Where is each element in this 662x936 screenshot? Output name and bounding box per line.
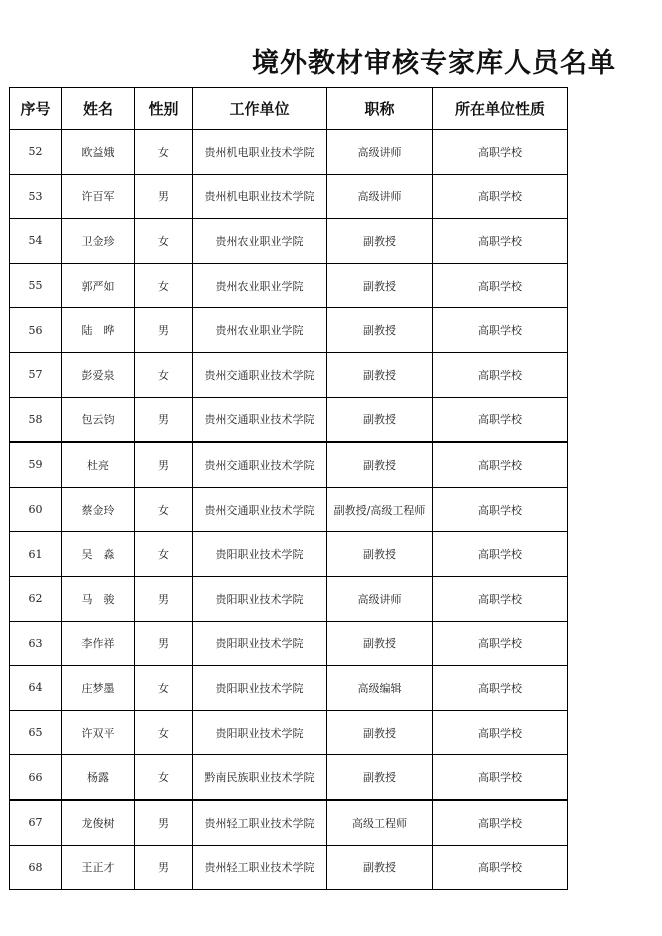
cell-job-title: 副教授 [327,710,433,755]
cell-name: 彭爱泉 [62,352,135,397]
cell-job-title: 副教授 [327,845,433,890]
cell-unit-nature: 高职学校 [433,263,568,308]
cell-work-unit: 贵阳职业技术学院 [193,621,327,666]
cell-gender: 女 [135,263,193,308]
table-row [10,174,568,219]
cell-name: 杜亮 [62,442,135,487]
cell-number: 59 [10,442,62,487]
cell-number: 54 [10,219,62,264]
column-header-job-title: 职称 [327,88,433,130]
cell-number: 52 [10,130,62,175]
cell-gender: 男 [135,576,193,621]
column-header-work-unit: 工作单位 [193,88,327,130]
cell-unit-nature: 高职学校 [433,174,568,219]
cell-job-title: 高级工程师 [327,800,433,845]
column-header-gender: 性别 [135,88,193,130]
cell-work-unit: 贵阳职业技术学院 [193,532,327,577]
cell-unit-nature: 高职学校 [433,576,568,621]
cell-gender: 男 [135,174,193,219]
cell-job-title: 高级讲师 [327,130,433,175]
cell-number: 57 [10,352,62,397]
cell-unit-nature: 高职学校 [433,130,568,175]
table-row [10,576,568,621]
cell-name: 欧益娥 [62,130,135,175]
cell-gender: 男 [135,845,193,890]
cell-work-unit: 贵州机电职业技术学院 [193,130,327,175]
cell-gender: 男 [135,308,193,353]
cell-job-title: 高级讲师 [327,576,433,621]
cell-number: 64 [10,666,62,711]
table-header-row [10,88,568,130]
cell-name: 蔡金玲 [62,487,135,532]
cell-unit-nature: 高职学校 [433,442,568,487]
cell-name: 郭严如 [62,263,135,308]
cell-job-title: 高级讲师 [327,174,433,219]
cell-number: 60 [10,487,62,532]
cell-gender: 男 [135,397,193,442]
cell-number: 55 [10,263,62,308]
cell-number: 62 [10,576,62,621]
cell-number: 56 [10,308,62,353]
cell-name: 陆 晔 [62,308,135,353]
cell-work-unit: 贵州农业职业学院 [193,308,327,353]
cell-name: 许百军 [62,174,135,219]
cell-gender: 女 [135,219,193,264]
cell-job-title: 副教授 [327,263,433,308]
cell-work-unit: 贵阳职业技术学院 [193,710,327,755]
cell-unit-nature: 高职学校 [433,755,568,800]
table-row [10,800,568,845]
cell-job-title: 副教授 [327,442,433,487]
cell-job-title: 副教授 [327,532,433,577]
cell-unit-nature: 高职学校 [433,710,568,755]
cell-name: 王正才 [62,845,135,890]
cell-name: 马 骏 [62,576,135,621]
table-row [10,845,568,890]
cell-work-unit: 贵州交通职业技术学院 [193,352,327,397]
cell-name: 包云钧 [62,397,135,442]
cell-unit-nature: 高职学校 [433,532,568,577]
cell-unit-nature: 高职学校 [433,666,568,711]
cell-unit-nature: 高职学校 [433,352,568,397]
cell-gender: 男 [135,800,193,845]
cell-gender: 男 [135,621,193,666]
cell-gender: 女 [135,532,193,577]
cell-number: 63 [10,621,62,666]
cell-work-unit: 贵州轻工职业技术学院 [193,800,327,845]
cell-name: 杨露 [62,755,135,800]
table-row [10,397,568,442]
cell-name: 卫金珍 [62,219,135,264]
cell-job-title: 副教授 [327,397,433,442]
cell-job-title: 副教授 [327,755,433,800]
cell-name: 许双平 [62,710,135,755]
table-row [10,666,568,711]
cell-gender: 女 [135,755,193,800]
table-row [10,308,568,353]
cell-work-unit: 贵州交通职业技术学院 [193,397,327,442]
cell-job-title: 副教授/高级工程师 [327,487,433,532]
cell-gender: 女 [135,487,193,532]
cell-number: 68 [10,845,62,890]
table-row [10,352,568,397]
table-row [10,442,568,487]
cell-unit-nature: 高职学校 [433,487,568,532]
cell-work-unit: 贵州交通职业技术学院 [193,487,327,532]
table-row [10,755,568,800]
cell-work-unit: 贵州轻工职业技术学院 [193,845,327,890]
table-row [10,487,568,532]
cell-job-title: 副教授 [327,219,433,264]
cell-unit-nature: 高职学校 [433,800,568,845]
cell-number: 66 [10,755,62,800]
cell-work-unit: 贵州农业职业学院 [193,263,327,308]
table-row [10,263,568,308]
table-row [10,532,568,577]
cell-number: 67 [10,800,62,845]
table-row [10,710,568,755]
document-title: 境外教材审核专家库人员名单 [252,48,616,79]
cell-job-title: 副教授 [327,352,433,397]
table-row [10,621,568,666]
cell-name: 李作祥 [62,621,135,666]
cell-work-unit: 贵阳职业技术学院 [193,666,327,711]
cell-unit-nature: 高职学校 [433,621,568,666]
cell-work-unit: 黔南民族职业技术学院 [193,755,327,800]
cell-number: 53 [10,174,62,219]
column-header-number: 序号 [10,88,62,130]
cell-number: 65 [10,710,62,755]
table-row [10,130,568,175]
cell-gender: 男 [135,442,193,487]
cell-name: 龙俊树 [62,800,135,845]
cell-number: 61 [10,532,62,577]
cell-job-title: 副教授 [327,621,433,666]
cell-gender: 女 [135,352,193,397]
cell-gender: 女 [135,130,193,175]
cell-unit-nature: 高职学校 [433,845,568,890]
cell-unit-nature: 高职学校 [433,219,568,264]
cell-work-unit: 贵州机电职业技术学院 [193,174,327,219]
cell-gender: 女 [135,666,193,711]
expert-roster-table [9,87,568,890]
cell-work-unit: 贵阳职业技术学院 [193,576,327,621]
cell-gender: 女 [135,710,193,755]
cell-unit-nature: 高职学校 [433,397,568,442]
cell-work-unit: 贵州交通职业技术学院 [193,442,327,487]
cell-unit-nature: 高职学校 [433,308,568,353]
cell-number: 58 [10,397,62,442]
column-header-unit-nature: 所在单位性质 [433,88,568,130]
cell-name: 吴 淼 [62,532,135,577]
table-row [10,219,568,264]
column-header-name: 姓名 [62,88,135,130]
cell-name: 庄梦墨 [62,666,135,711]
cell-job-title: 副教授 [327,308,433,353]
cell-work-unit: 贵州农业职业学院 [193,219,327,264]
cell-job-title: 高级编辑 [327,666,433,711]
